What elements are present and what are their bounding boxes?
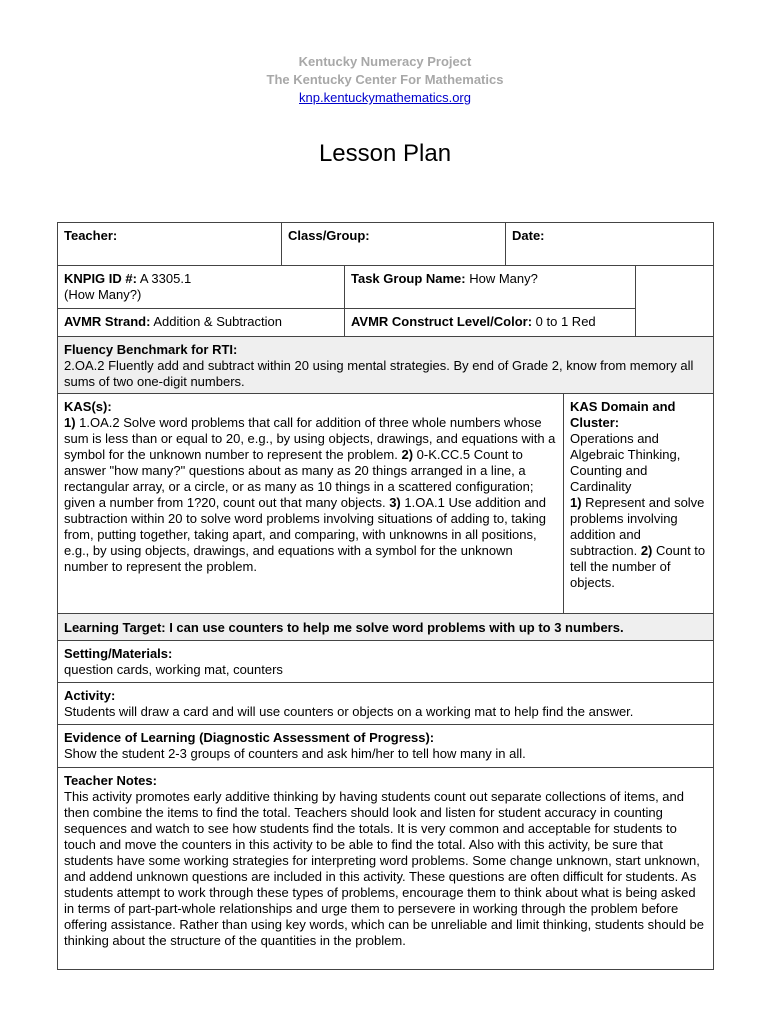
empty-cell	[635, 265, 714, 337]
setting-cell	[57, 640, 714, 683]
class-group-cell: Class/Group:	[281, 222, 506, 266]
activity-label: Activity:	[64, 688, 116, 703]
cluster-num-2: 2)	[640, 543, 653, 558]
website-link[interactable]: knp.kentuckymathematics.org	[299, 90, 471, 105]
kas-num-1: 1)	[64, 415, 76, 430]
learning-target: Learning Target: I can use counters to help me solve word problems with up to 3 numbers.	[57, 613, 714, 641]
knpig-value: A 3305.1	[136, 271, 192, 286]
teacher-notes-cell	[57, 767, 714, 970]
task-group-cell	[344, 265, 636, 309]
fluency-text: 2.OA.2 Fluently add and subtract within 20 using mental strategies. By end of Grade 2, know from memory all sums of two one-digit numbers.	[64, 358, 694, 389]
fluency-label: Fluency Benchmark for RTI:	[64, 342, 238, 357]
task-group-label: Task Group Name:	[351, 271, 466, 286]
avmr-strand-label: AVMR Strand:	[64, 314, 151, 329]
knpig-cell	[57, 265, 345, 309]
page-title: Lesson Plan	[318, 140, 452, 167]
center-name: The Kentucky Center For Mathematics	[266, 72, 504, 87]
activity-cell	[57, 682, 714, 725]
kas-domain-cell	[563, 393, 714, 614]
kas-label: KAS(s):	[64, 399, 112, 414]
kas-num-2: 2)	[401, 447, 414, 462]
cluster-num-1: 1)	[570, 495, 582, 510]
kas-standard-1: 1.OA.2 Solve word problems that call for addition of three whole numbers whose sum is less than or equal to 20, e.g., by using objects, drawings, and equations with a symbol for the unknown number to represent the problem.	[64, 415, 556, 462]
kas-text	[64, 415, 557, 575]
task-group-value: How Many?	[465, 271, 538, 286]
setting-text: question cards, working mat, counters	[64, 662, 283, 677]
avmr-strand-value: Addition & Subtraction	[150, 314, 282, 329]
avmr-construct-cell	[344, 308, 636, 337]
kas-num-3: 3)	[389, 495, 401, 510]
setting-label: Setting/Materials:	[64, 646, 173, 661]
activity-text: Students will draw a card and will use counters or objects on a working mat to help find the answer.	[64, 704, 634, 719]
avmr-construct-value: 0 to 1 Red	[532, 314, 596, 329]
kas-standard-2: 0-K.CC.5 Count to answer "how many?" questions about as many as 20 things arranged in a line, a rectangular array, or a circle, or as many as 10 things in a scattered configuration; given a number from 1?20, count out that many objects.	[64, 447, 534, 510]
website-line	[0, 90, 770, 105]
fluency-cell	[57, 336, 714, 394]
kas-domain-label: KAS Domain and Cluster:	[570, 399, 676, 430]
kas-domain-list: Operations and Algebraic Thinking, Counting and Cardinality	[570, 431, 681, 494]
evidence-label: Evidence of Learning (Diagnostic Assessment of Progress):	[64, 730, 435, 745]
kas-cell	[57, 393, 564, 614]
teacher-notes-text: This activity promotes early additive thinking by having students count out separate collections of items, and then combine the items to find the total. Teachers should look and listen for student accuracy in counting sequences and watch to see how students find the totals. It is very common and acceptable for students to touch and move the counters in this activity to be able to find the total. Also with this activity, be sure that students have some working strategies for interpreting word problems. Some change unknown, start unknown, and addend unknown questions are included in this activity. These questions are often difficult for students. As students attempt to work through these types of problems, encourage them to think about what is being asked in terms of part-part-whole relationships and urge them to persevere in working through the problem before offering assistance. Rather than using key words, which can be unreliable and limit thinking, students should be thinking about the structure of the quantities in the problem.	[64, 789, 705, 948]
knpig-label: KNPIG ID #:	[64, 271, 137, 286]
teacher-notes-label: Teacher Notes:	[64, 773, 157, 788]
evidence-text: Show the student 2-3 groups of counters and ask him/her to tell how many in all.	[64, 746, 526, 761]
kas-standard-3: 1.OA.1 Use addition and subtraction within 20 to solve word problems involving situations of adding to, taking from, putting together, taking apart, and comparing, with unknowns in all positions, e.g., by using objects, drawings, and equations with a symbol for the unknown number to represent the problem.	[64, 495, 547, 574]
avmr-strand-cell	[57, 308, 345, 337]
knpig-subvalue: (How Many?)	[64, 287, 142, 302]
project-name: Kentucky Numeracy Project	[298, 54, 472, 69]
cluster-2: Count to tell the number of objects.	[570, 543, 706, 590]
date-cell: Date:	[505, 222, 714, 266]
kas-cluster-text	[570, 495, 707, 591]
evidence-cell	[57, 724, 714, 768]
teacher-cell: Teacher:	[57, 222, 282, 266]
avmr-construct-label: AVMR Construct Level/Color:	[351, 314, 533, 329]
cluster-1: Represent and solve problems involving addition and subtraction.	[570, 495, 705, 558]
